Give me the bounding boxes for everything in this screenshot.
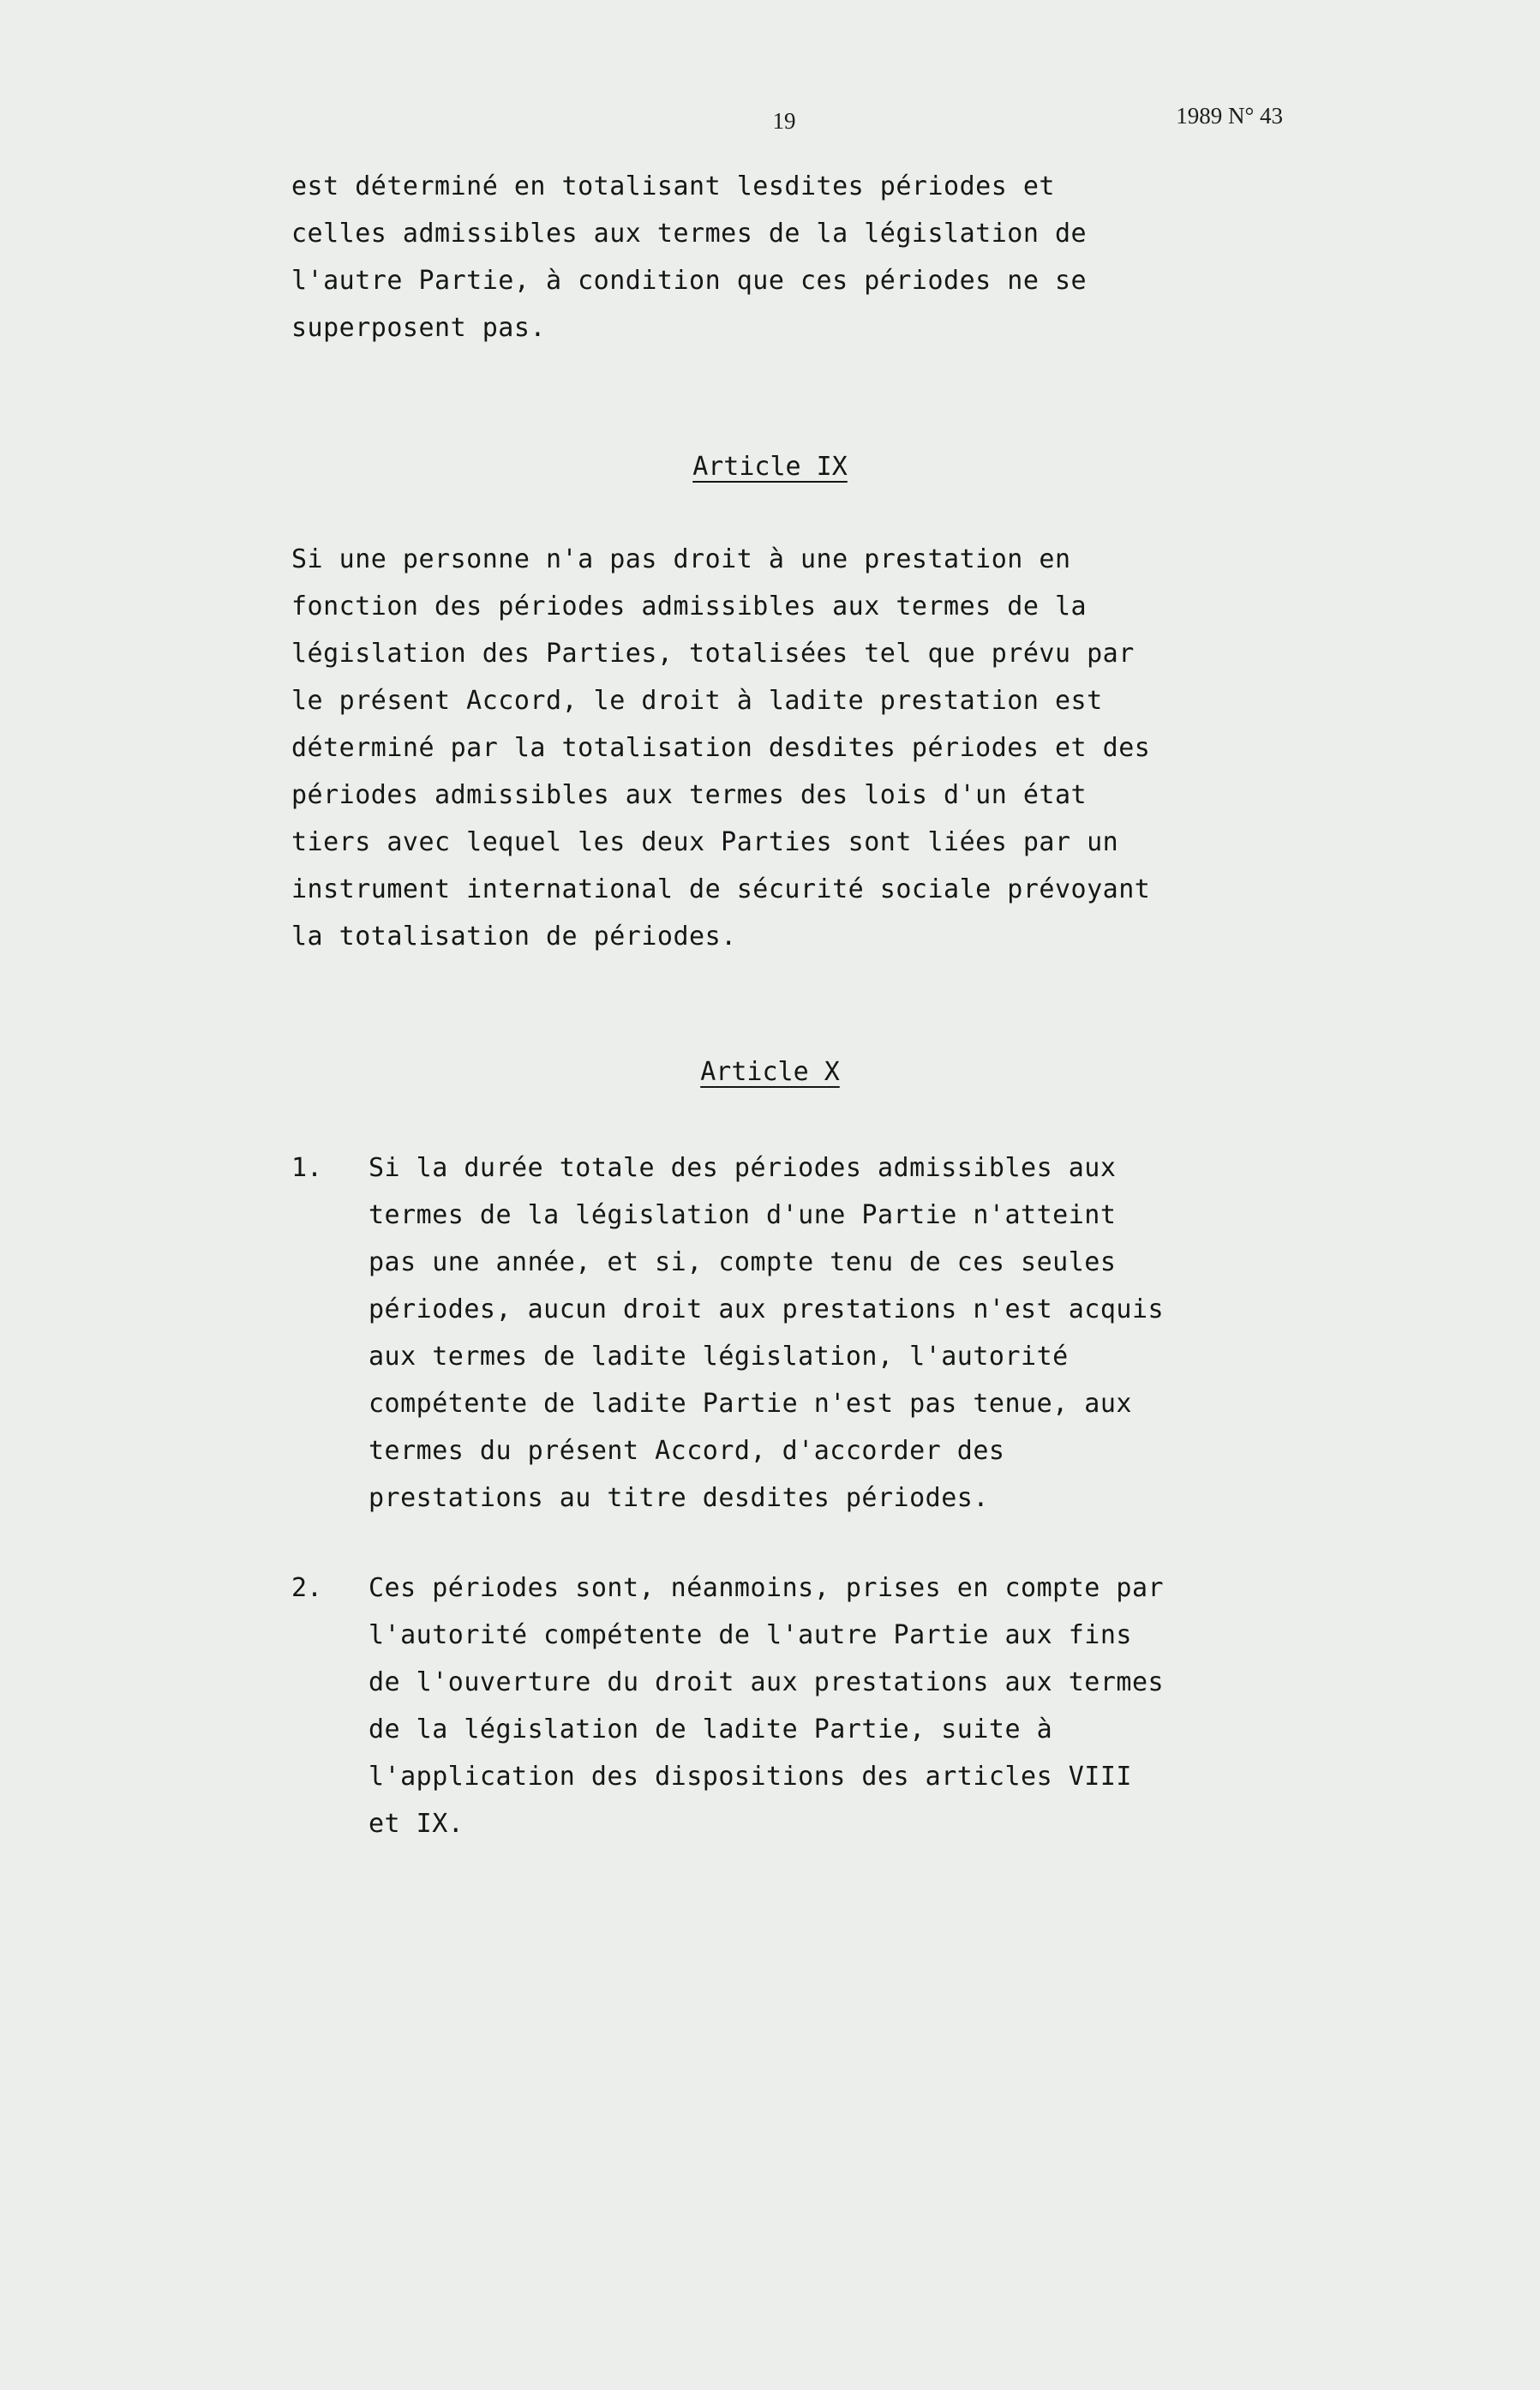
text-line: législation des Parties, totalisées tel que prévu par (291, 639, 1135, 669)
page-number: 19 (772, 108, 796, 134)
text-line: le présent Accord, le droit à ladite prestation est (291, 686, 1103, 716)
text-line: périodes, aucun droit aux prestations n'est acquis (369, 1294, 1165, 1324)
item-text (369, 1144, 1303, 1522)
article-9-body (291, 536, 1303, 960)
text-line: et IX. (369, 1809, 464, 1839)
text-line: la totalisation de périodes. (291, 922, 737, 952)
text-line: Si une personne n'a pas droit à une prestation en (291, 544, 1071, 574)
article-10-item-2 (291, 1564, 1303, 1847)
text-line: fonction des périodes admissibles aux termes de la (291, 591, 1088, 622)
text-line: Si la durée totale des périodes admissibles aux (369, 1153, 1117, 1183)
text-line: déterminé par la totalisation desdites périodes et des (291, 733, 1151, 763)
article-9-title: Article IX (692, 452, 848, 482)
item-number: 2. (291, 1573, 323, 1603)
text-line: l'autre Partie, à condition que ces périodes ne se (291, 266, 1088, 296)
text-line: celles admissibles aux termes de la législation de (291, 219, 1088, 249)
paragraph-continuation (291, 163, 1303, 351)
text-line: termes de la législation d'une Partie n'atteint (369, 1200, 1117, 1230)
text-line: de l'ouverture du droit aux prestations aux termes (369, 1667, 1165, 1697)
text-line: compétente de ladite Partie n'est pas tenue, aux (369, 1389, 1132, 1419)
article-10-item-1 (291, 1144, 1303, 1522)
text-line: l'autorité compétente de l'autre Partie aux fins (369, 1620, 1132, 1650)
text-line: est déterminé en totalisant lesdites périodes et (291, 171, 1055, 201)
article-10-title: Article X (700, 1057, 840, 1087)
text-line: prestations au titre desdites périodes. (369, 1483, 989, 1513)
item-number: 1. (291, 1153, 323, 1183)
text-line: aux termes de ladite législation, l'autorité (369, 1342, 1069, 1372)
text-line: superposent pas. (291, 313, 546, 343)
item-text (369, 1564, 1303, 1847)
text-line: tiers avec lequel les deux Parties sont liées par un (291, 827, 1119, 857)
text-line: l'application des dispositions des articles VIII (369, 1762, 1132, 1792)
article-heading (0, 1057, 1540, 1087)
text-line: Ces périodes sont, néanmoins, prises en compte par (369, 1573, 1165, 1603)
text-line: instrument international de sécurité sociale prévoyant (291, 874, 1151, 904)
text-line: périodes admissibles aux termes des lois d'un état (291, 780, 1088, 810)
text-line: pas une année, et si, compte tenu de ces seules (369, 1247, 1117, 1277)
document-reference: 1989 N° 43 (1176, 103, 1283, 129)
text-line: termes du présent Accord, d'accorder des (369, 1436, 1005, 1466)
article-heading (0, 452, 1540, 482)
text-line: de la législation de ladite Partie, suite à (369, 1714, 1053, 1744)
